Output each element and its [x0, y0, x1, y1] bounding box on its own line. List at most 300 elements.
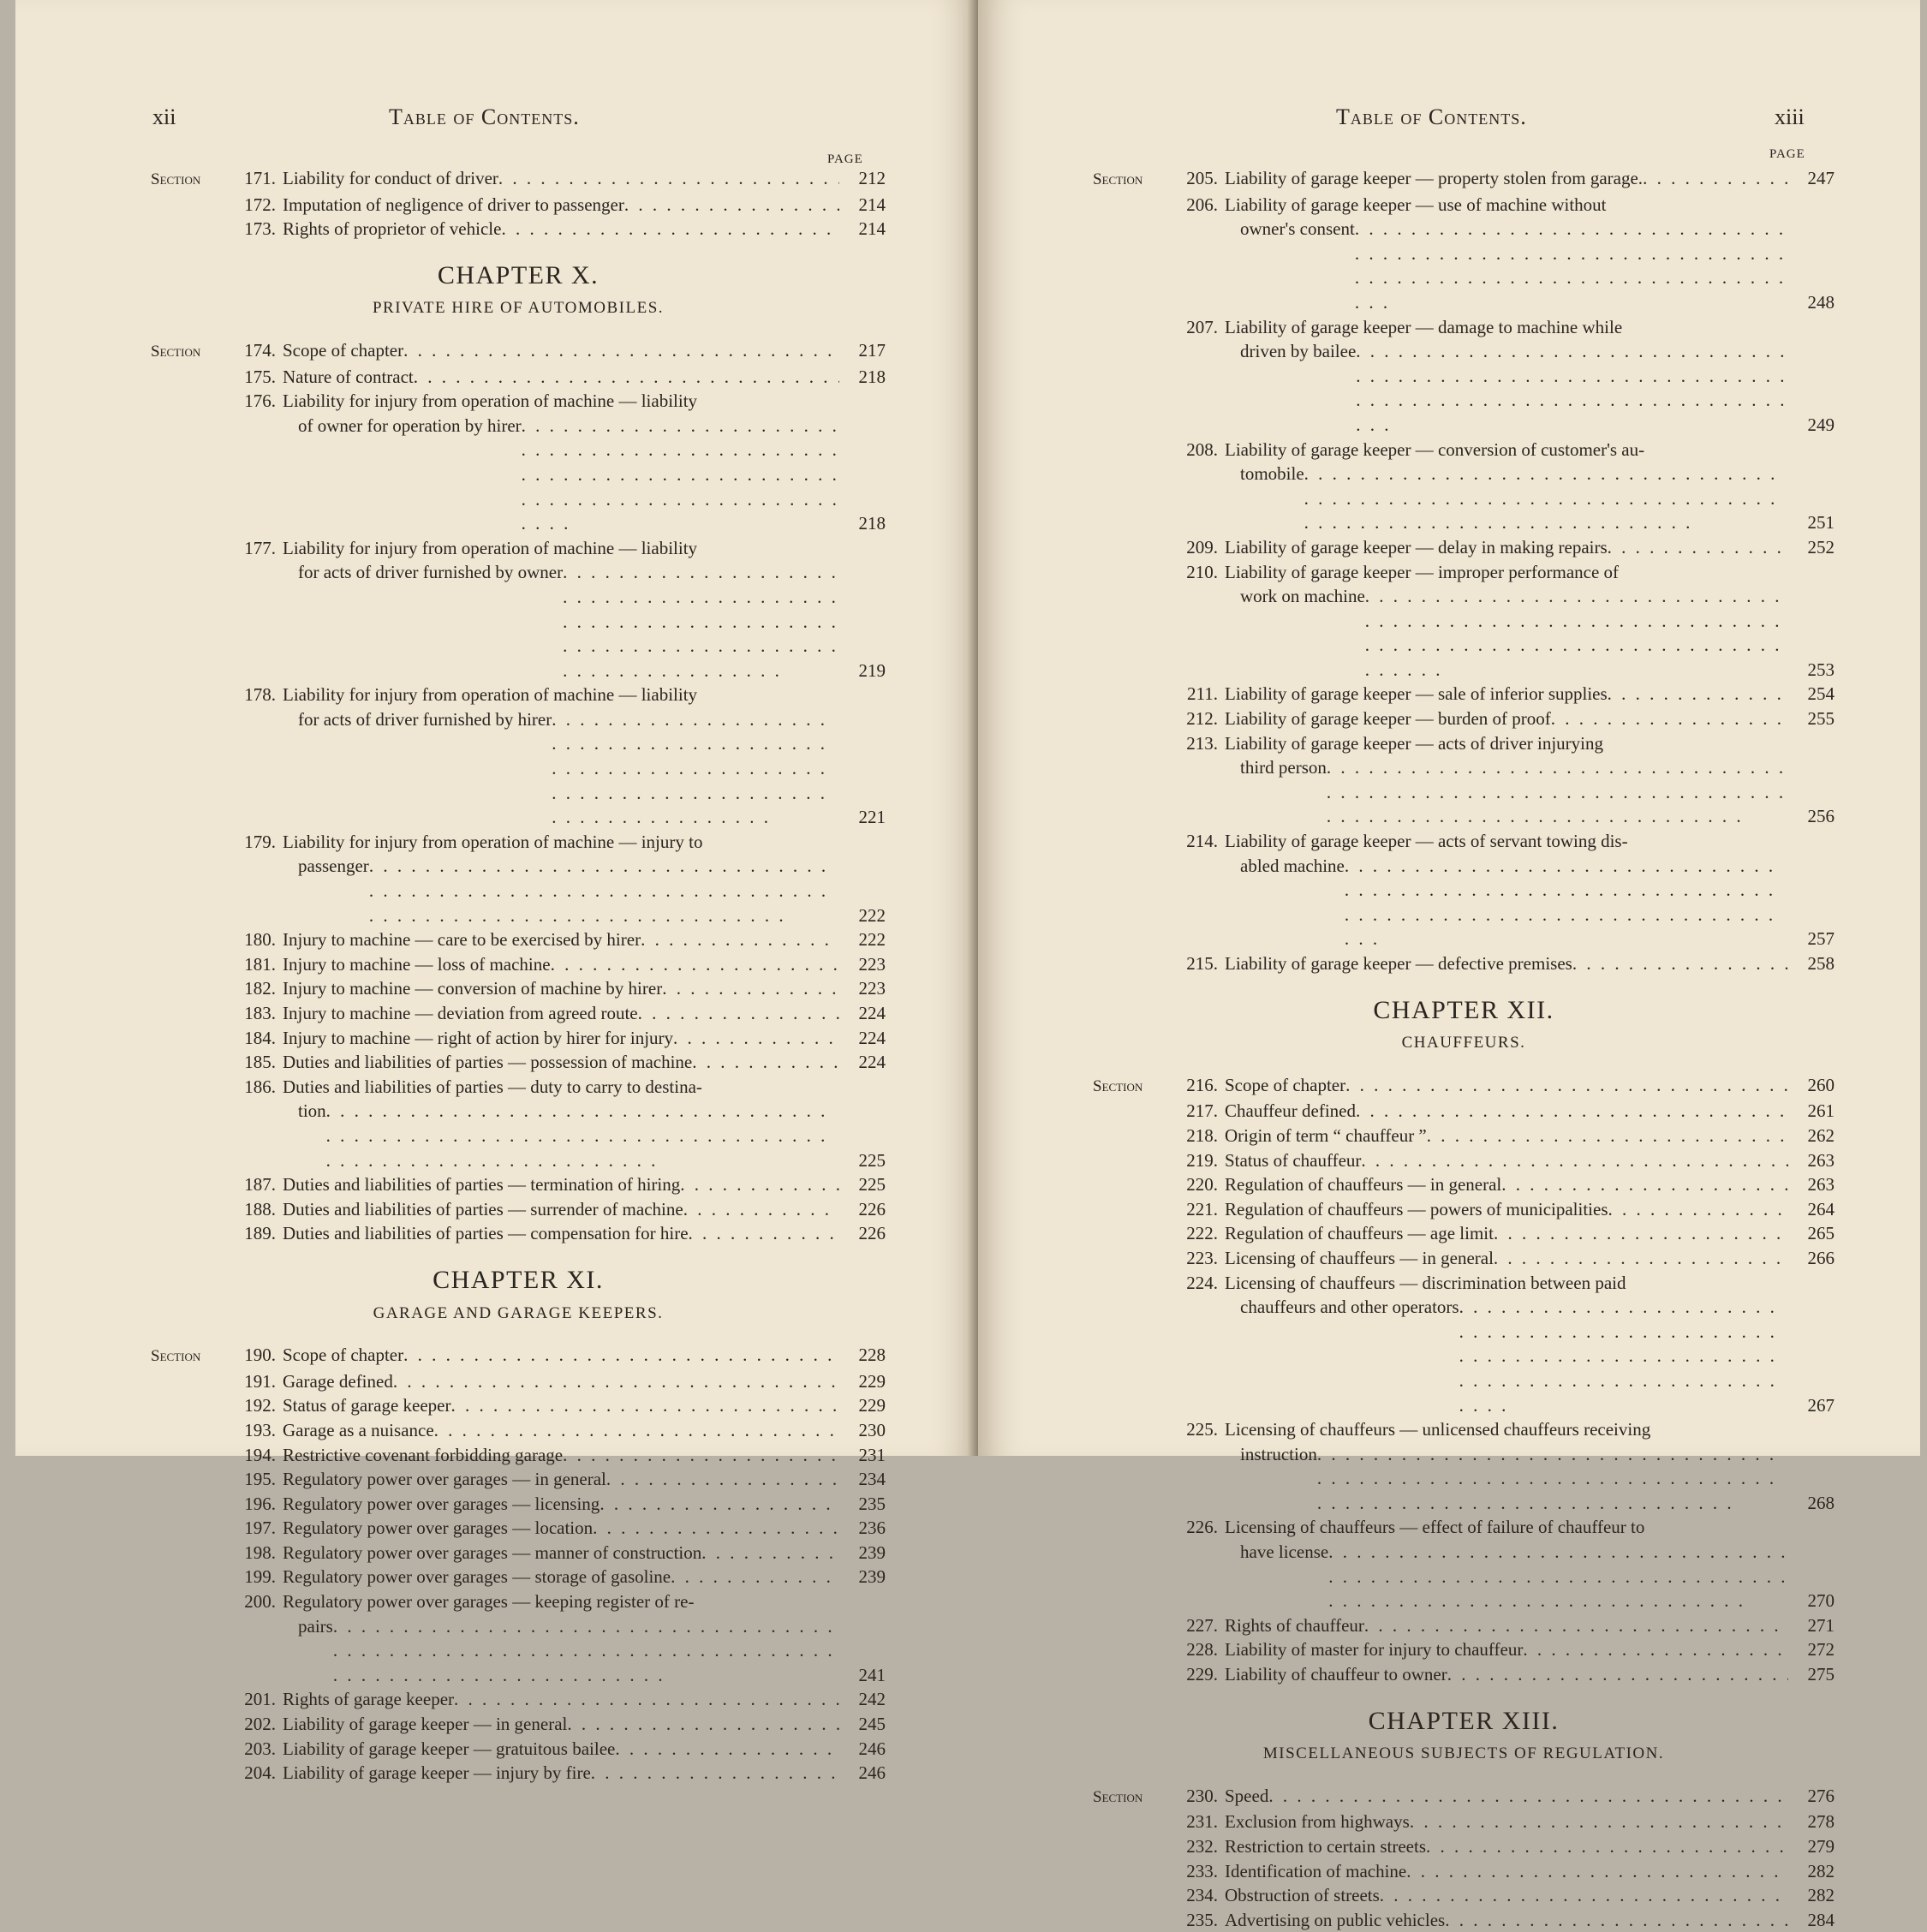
entry-title — [1225, 535, 1788, 560]
dot-leader — [1447, 1662, 1788, 1687]
dot-leader — [1327, 755, 1788, 829]
section-number: 211. — [1187, 683, 1218, 705]
section-number: 216. — [1186, 1074, 1218, 1095]
entry-title — [283, 193, 839, 218]
entry-title-text: Regulatory power over garages — storage of gasoline — [283, 1566, 671, 1588]
entry-page: 235 — [858, 1493, 886, 1514]
entry-page: 225 — [858, 1174, 886, 1196]
section-number: 174. — [244, 339, 276, 361]
section-number: 219. — [1186, 1149, 1218, 1171]
entry-page: 229 — [858, 1395, 886, 1416]
toc-entry — [151, 1712, 886, 1737]
entry-page: 231 — [858, 1444, 886, 1465]
entry-title-text: Imputation of negligence of driver to passenger — [283, 194, 624, 215]
toc-entry — [151, 1369, 886, 1394]
toc-entry — [1093, 1784, 1835, 1810]
dot-leader — [1459, 1295, 1788, 1417]
entry-page: 242 — [858, 1689, 886, 1710]
entry-page: 218 — [858, 513, 886, 534]
entry-title-text: Garage defined — [283, 1370, 393, 1392]
entry-title-text: have license — [1240, 1541, 1329, 1563]
section-number: 173. — [244, 218, 276, 240]
toc-entry — [1093, 1515, 1835, 1613]
entry-title — [1225, 560, 1788, 683]
section-number: 200. — [244, 1591, 276, 1613]
section-number: 176. — [244, 391, 276, 412]
entry-page: 253 — [1807, 659, 1835, 680]
dot-leader — [1608, 535, 1788, 560]
entry-title — [1225, 1859, 1788, 1884]
dot-leader — [1355, 217, 1788, 314]
toc-entry — [1093, 1099, 1835, 1124]
chapter-subtitle: GARAGE AND GARAGE KEEPERS. — [373, 1303, 664, 1322]
dot-leader — [369, 854, 839, 927]
section-number: 234. — [1186, 1885, 1218, 1906]
toc-entry — [1093, 1613, 1835, 1638]
entry-title — [1225, 682, 1788, 707]
entry-page: 224 — [858, 1003, 886, 1023]
toc-entry — [151, 166, 886, 193]
section-label: Section — [151, 1347, 201, 1366]
dot-leader — [641, 927, 839, 952]
section-number: 224. — [1186, 1272, 1218, 1293]
entry-page: 263 — [1807, 1174, 1835, 1196]
dot-leader — [1523, 1637, 1788, 1662]
entry-page: 255 — [1807, 708, 1835, 730]
dot-leader — [1268, 1784, 1788, 1809]
section-number: 215. — [1186, 953, 1218, 974]
section-number: 189. — [244, 1223, 276, 1244]
section-number: 197. — [244, 1518, 276, 1539]
toc-entry — [151, 1221, 886, 1246]
dot-leader — [692, 1050, 839, 1075]
entry-page: 219 — [858, 659, 886, 681]
toc-entry — [151, 1026, 886, 1051]
toc-entry — [1093, 1883, 1835, 1908]
entry-title — [283, 976, 839, 1001]
section-number: 178. — [244, 684, 276, 706]
toc-entry — [1093, 1221, 1835, 1246]
section-number: 231. — [1186, 1811, 1218, 1833]
entry-title — [1225, 731, 1788, 829]
entry-title — [283, 927, 839, 952]
entry-title-text: Rights of proprietor of vehicle — [283, 218, 502, 240]
toc-entry — [1093, 438, 1835, 535]
section-number: 205. — [1186, 168, 1218, 188]
toc-entry — [1093, 1172, 1835, 1197]
entry-page: 261 — [1807, 1100, 1835, 1122]
entry-page: 239 — [858, 1566, 886, 1588]
dot-leader — [1426, 1834, 1788, 1859]
entry-title-text: Liability of garage keeper — defective premises — [1225, 953, 1572, 974]
entry-page: 275 — [1807, 1664, 1835, 1685]
toc-entry — [151, 1492, 886, 1517]
entry-title-text: Rights of garage keeper — [283, 1689, 455, 1710]
section-number: 181. — [244, 953, 276, 975]
entry-title-text: Nature of contract — [283, 366, 414, 387]
entry-title — [283, 1443, 839, 1468]
dot-leader — [689, 1221, 839, 1246]
entry-title — [283, 1516, 839, 1541]
dot-leader — [1345, 854, 1788, 951]
entry-title-text: Liability of garage keeper — in general — [283, 1714, 568, 1735]
toc-entry — [151, 1418, 886, 1443]
left-page — [15, 0, 976, 1784]
section-number: 185. — [244, 1052, 276, 1073]
entry-title-line: Liability for injury from operation of machine — injury to — [283, 831, 703, 852]
entry-title-continuation — [1225, 1295, 1788, 1417]
entry-title-text: passenger — [298, 856, 369, 877]
entry-title — [283, 1026, 839, 1051]
entry-title — [283, 830, 839, 927]
dot-leader — [333, 1614, 839, 1688]
dot-leader — [1494, 1221, 1788, 1246]
toc-entry — [151, 1443, 886, 1468]
entry-title — [283, 683, 839, 830]
entry-title-continuation — [1225, 755, 1788, 829]
toc-entry — [151, 217, 886, 242]
toc-entry — [1093, 1859, 1835, 1884]
dot-leader — [701, 1541, 839, 1565]
section-number: 187. — [244, 1174, 276, 1196]
dot-leader — [1643, 166, 1788, 191]
entry-title — [1225, 1613, 1788, 1638]
entry-page: 256 — [1807, 806, 1835, 827]
toc-entry — [1093, 707, 1835, 731]
entry-title-text: Restriction to certain streets — [1225, 1836, 1427, 1857]
entry-title-text: Scope of chapter — [1225, 1074, 1346, 1095]
dot-leader — [662, 976, 839, 1001]
entry-title — [283, 1001, 839, 1026]
section-number: 222. — [1186, 1223, 1218, 1244]
toc-entry — [151, 1001, 886, 1026]
section-number: 221. — [1186, 1198, 1218, 1219]
entry-title — [1225, 1271, 1788, 1418]
dot-leader — [1361, 1148, 1788, 1173]
dot-leader — [1356, 339, 1788, 437]
entry-title-line: Liability of garage keeper — conversion of customer's au- — [1225, 438, 1645, 460]
entry-title — [1225, 1810, 1788, 1834]
entry-title — [283, 1761, 839, 1786]
toc-entry — [1093, 1908, 1835, 1932]
page-number: xii — [152, 104, 176, 129]
entry-title — [1225, 1197, 1788, 1222]
dot-leader — [1410, 1810, 1788, 1834]
entry-page: 268 — [1807, 1492, 1835, 1513]
entry-title-continuation — [283, 854, 839, 927]
toc-entry — [151, 1050, 886, 1075]
entry-title — [1225, 951, 1788, 976]
dot-leader — [567, 1712, 839, 1737]
entry-page: 260 — [1807, 1074, 1835, 1095]
entry-page: 222 — [858, 929, 886, 951]
entry-title — [1225, 1515, 1788, 1613]
entry-title — [283, 1075, 839, 1172]
section-label: Section — [151, 170, 201, 188]
toc-entry — [1093, 560, 1835, 683]
toc-entry — [1093, 1810, 1835, 1834]
section-number: 182. — [244, 978, 276, 999]
chapter-heading: CHAPTER X. — [437, 260, 600, 289]
entry-title-text: owner's consent — [1240, 218, 1355, 240]
entry-title — [283, 1737, 839, 1762]
section-number: 202. — [244, 1714, 276, 1735]
entry-title — [283, 166, 839, 191]
entry-title — [1225, 1246, 1788, 1271]
entry-title — [283, 1343, 839, 1368]
toc-entry — [151, 1393, 886, 1418]
entry-page: 214 — [858, 218, 886, 240]
dot-leader — [403, 338, 839, 363]
entry-title — [1225, 1662, 1788, 1687]
entry-page: 218 — [858, 366, 886, 387]
entry-title-text: Origin of term “ chauffeur ” — [1225, 1124, 1427, 1146]
entry-title-text: Liability of garage keeper — sale of inferior supplies — [1225, 683, 1608, 705]
entry-page: 217 — [858, 339, 886, 361]
entry-page: 226 — [858, 1223, 886, 1244]
entry-title-line: Liability of garage keeper — acts of servant towing dis- — [1225, 831, 1628, 852]
section-number: 220. — [1186, 1174, 1218, 1196]
entry-page: 214 — [858, 194, 886, 215]
section-number: 227. — [1186, 1614, 1218, 1636]
page-column-header: PAGE — [1769, 147, 1805, 161]
section-number: 226. — [1186, 1517, 1218, 1538]
entry-title-text: Liability of garage keeper — gratuitous bailee — [283, 1738, 616, 1759]
entry-title-text: Regulatory power over garages — licensing — [283, 1493, 600, 1514]
toc-entry — [1093, 829, 1835, 951]
toc-entry — [151, 1197, 886, 1222]
toc-entry — [151, 536, 886, 683]
entry-title-text: Injury to machine — right of action by hirer for injury — [283, 1027, 674, 1048]
entry-title — [1225, 1073, 1788, 1098]
entry-title-text: Liability of master for injury to chauffeur — [1225, 1639, 1524, 1661]
section-number: 193. — [244, 1419, 276, 1440]
entry-title — [1225, 1124, 1788, 1148]
entry-title-text: driven by bailee — [1240, 341, 1357, 362]
chapter-heading: CHAPTER XII. — [1373, 995, 1554, 1024]
entry-title — [283, 536, 839, 683]
entry-title-text: Status of garage keeper — [283, 1395, 451, 1416]
entry-title — [1225, 1221, 1788, 1246]
dot-leader — [451, 1393, 840, 1418]
entry-title-text: Restrictive covenant forbidding garage — [283, 1444, 564, 1465]
entry-title — [1225, 166, 1788, 191]
entry-title — [283, 1687, 839, 1712]
section-number: 179. — [244, 831, 276, 852]
entry-title-text: Liability of garage keeper — burden of proof — [1225, 708, 1551, 730]
dot-leader — [1445, 1908, 1788, 1932]
section-number: 210. — [1186, 561, 1218, 582]
entry-title-text: chauffeurs and other operators — [1240, 1297, 1459, 1318]
section-number: 186. — [244, 1076, 276, 1097]
entry-title-text: Injury to machine — loss of machine — [283, 953, 551, 975]
dot-leader — [498, 166, 839, 191]
section-number: 218. — [1186, 1124, 1218, 1146]
dot-leader — [1304, 462, 1788, 535]
entry-title — [1225, 315, 1788, 438]
dot-leader — [1345, 1073, 1788, 1098]
entry-page: 249 — [1807, 414, 1835, 435]
toc-entry — [1093, 1417, 1835, 1515]
entry-title — [1225, 1908, 1788, 1932]
toc-entry — [151, 976, 886, 1001]
entry-page: 245 — [858, 1714, 886, 1735]
entry-title-text: Scope of chapter — [283, 1345, 404, 1366]
section-number: 194. — [244, 1444, 276, 1465]
entry-title-text: Regulatory power over garages — manner of construction — [283, 1541, 702, 1563]
entry-page: 257 — [1807, 928, 1835, 950]
section-number: 175. — [244, 366, 276, 387]
running-header: Table of Contents. — [389, 104, 580, 129]
entry-title-text: Status of chauffeur — [1225, 1149, 1362, 1171]
entry-title-text: Regulation of chauffeurs — in general — [1225, 1174, 1502, 1196]
toc-entry — [151, 1343, 886, 1369]
entry-title — [283, 217, 839, 242]
entry-title-line: Duties and liabilities of parties — duty to carry to destina- — [283, 1076, 702, 1097]
section-number: 184. — [244, 1027, 276, 1048]
entry-page: 221 — [858, 807, 886, 828]
entry-page: 264 — [1807, 1198, 1835, 1219]
entry-title — [1225, 829, 1788, 951]
section-number: 195. — [244, 1469, 276, 1490]
entry-title-text: Garage as a nuisance — [283, 1419, 434, 1440]
toc-entry — [151, 1687, 886, 1712]
dot-leader — [551, 952, 839, 977]
entry-title — [283, 365, 839, 390]
entry-page: 267 — [1807, 1394, 1835, 1416]
section-number: 198. — [244, 1541, 276, 1563]
entry-title-line: Licensing of chauffeurs — unlicensed chauffeurs receiving — [1225, 1419, 1651, 1440]
entry-title-line: Liability of garage keeper — acts of driver injurying — [1225, 732, 1604, 754]
toc-entry — [151, 1467, 886, 1492]
entry-title-text: Rights of chauffeur — [1225, 1614, 1364, 1636]
entry-title — [283, 1221, 839, 1246]
dot-leader — [593, 1516, 839, 1541]
toc-entry — [151, 1737, 886, 1762]
section-label: Section — [1093, 1076, 1143, 1095]
entry-title — [283, 1050, 839, 1075]
entry-page: 239 — [858, 1541, 886, 1563]
dot-leader — [1494, 1246, 1788, 1271]
entry-title-text: Chauffeur defined — [1225, 1100, 1356, 1122]
section-number: 183. — [244, 1003, 276, 1023]
entry-title-text: Duties and liabilities of parties — possession of machine — [283, 1052, 693, 1073]
dot-leader — [1406, 1859, 1788, 1884]
entry-page: 276 — [1807, 1785, 1835, 1806]
dot-leader — [393, 1369, 839, 1394]
toc-entries — [1093, 166, 1835, 1932]
entry-page: 265 — [1807, 1223, 1835, 1244]
entry-page: 271 — [1807, 1614, 1835, 1636]
entry-title-text: Speed — [1225, 1785, 1269, 1806]
entry-title-continuation — [1225, 462, 1788, 535]
toc-entry — [151, 389, 886, 536]
entry-title-continuation — [283, 560, 839, 683]
dot-leader — [680, 1172, 839, 1197]
dot-leader — [673, 1026, 839, 1051]
entry-page: 223 — [858, 953, 886, 975]
entry-title-line: Regulatory power over garages — keeping register of re- — [283, 1591, 695, 1613]
dot-leader — [563, 1443, 839, 1468]
entry-title-continuation — [1225, 1540, 1788, 1613]
toc-entry — [151, 683, 886, 830]
section-number: 201. — [244, 1689, 276, 1710]
toc-entry — [1093, 1246, 1835, 1271]
section-label: Section — [151, 342, 201, 361]
entry-title-text: pairs — [298, 1615, 333, 1637]
section-number: 199. — [244, 1566, 276, 1588]
entry-page: 236 — [858, 1518, 886, 1539]
entry-title-continuation — [283, 414, 839, 536]
toc-entry — [1093, 1073, 1835, 1100]
chapter-heading: CHAPTER XI. — [433, 1265, 604, 1294]
toc-entry — [151, 365, 886, 390]
entry-title-continuation — [1225, 339, 1788, 437]
dot-leader — [671, 1565, 839, 1589]
section-number: 207. — [1186, 316, 1218, 337]
entry-title-text: tomobile — [1240, 463, 1304, 485]
toc-entry — [1093, 1834, 1835, 1859]
dot-leader — [638, 1001, 839, 1026]
entry-page: 241 — [858, 1664, 886, 1685]
entry-title-text: Duties and liabilities of parties — surrender of machine — [283, 1198, 683, 1219]
dot-leader — [624, 193, 839, 218]
dot-leader — [1608, 682, 1788, 707]
entry-title — [1225, 707, 1788, 731]
section-number: 177. — [244, 537, 276, 558]
entry-title — [1225, 1784, 1788, 1809]
entry-page: 278 — [1807, 1811, 1835, 1833]
section-number: 230. — [1186, 1785, 1218, 1806]
section-number: 172. — [244, 194, 276, 215]
entry-title — [283, 389, 839, 536]
chapter-subtitle: PRIVATE HIRE OF AUTOMOBILES. — [372, 299, 665, 318]
entry-title-continuation — [1225, 584, 1788, 682]
entry-page: 224 — [858, 1027, 886, 1048]
section-number: 188. — [244, 1198, 276, 1219]
section-number: 191. — [244, 1370, 276, 1392]
entry-title-continuation — [283, 1099, 839, 1172]
entry-title — [283, 1589, 839, 1687]
entry-title-text: Injury to machine — care to be exercised by hirer — [283, 929, 641, 951]
entry-page: 266 — [1807, 1247, 1835, 1268]
entry-page: 223 — [858, 978, 886, 999]
section-number: 180. — [244, 929, 276, 951]
entry-page: 228 — [858, 1345, 886, 1366]
entry-title-line: Licensing of chauffeurs — discrimination between paid — [1225, 1272, 1626, 1293]
dot-leader — [563, 560, 839, 683]
toc-entry — [1093, 166, 1835, 193]
entry-title-text: Regulatory power over garages — location — [283, 1518, 594, 1539]
page-number: xiii — [1775, 104, 1805, 129]
toc-entry — [1093, 1197, 1835, 1222]
entry-title-line: Liability of garage keeper — use of machine without — [1225, 194, 1607, 215]
entry-page: 262 — [1807, 1124, 1835, 1146]
dot-leader — [552, 707, 839, 830]
dot-leader — [1380, 1883, 1788, 1908]
dot-leader — [1551, 707, 1788, 731]
entry-title — [283, 1418, 839, 1443]
entry-title-line: Liability for injury from operation of machine — liability — [283, 391, 698, 412]
entry-title-text: instruction — [1240, 1443, 1317, 1464]
entry-title — [1225, 1417, 1788, 1515]
dot-leader — [454, 1687, 839, 1712]
entry-page: 284 — [1807, 1909, 1835, 1930]
dot-leader — [501, 217, 839, 242]
toc-entry — [1093, 1124, 1835, 1148]
entry-title-continuation — [1225, 854, 1788, 951]
entry-title-text: third person — [1240, 757, 1327, 778]
